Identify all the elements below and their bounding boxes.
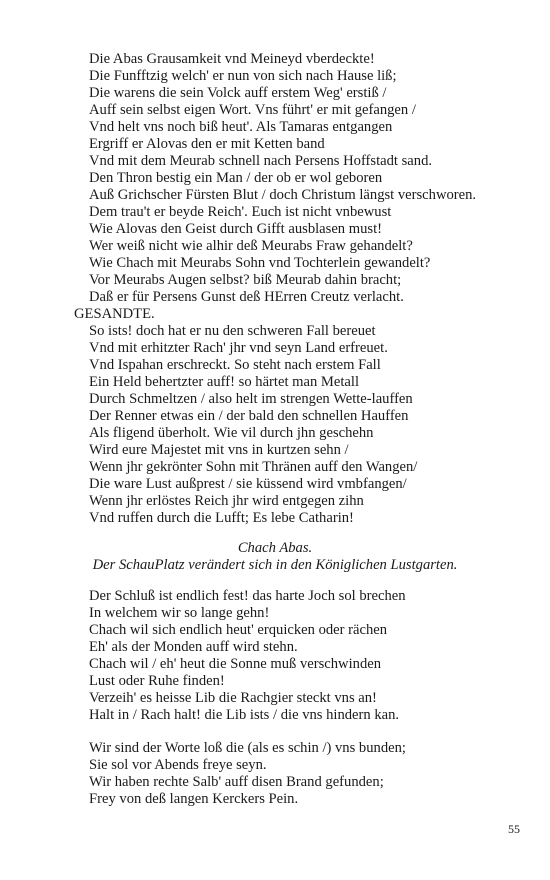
verse-line: Auff sein selbst eigen Wort. Vns führt' er mit gefangen / <box>89 102 416 118</box>
page-number: 55 <box>508 822 520 836</box>
speaker-name: Chach Abas. <box>237 540 313 556</box>
verse-line: Daß er für Persens Gunst deß HErren Creutz verlacht. <box>89 289 404 305</box>
verse-line: Halt in / Rach halt! die Lib ists / die vns hindern kan. <box>89 707 400 723</box>
verse-line: Ergriff er Alovas den er mit Ketten band <box>89 136 325 152</box>
verse-line: Wir haben rechte Salb' auff disen Brand gefunden; <box>89 774 384 790</box>
verse-line: Vnd mit dem Meurab schnell nach Persens Hoffstadt sand. <box>89 153 433 169</box>
verse-line: In welchem wir so lange gehn! <box>89 605 270 621</box>
verse-line: Frey von deß langen Kerckers Pein. <box>89 791 299 807</box>
verse-line: Chach wil / eh' heut die Sonne muß verschwinden <box>89 656 382 672</box>
verse-line: Die ware Lust außprest / sie küssend wird vmbfangen/ <box>89 476 407 492</box>
verse-line: Den Thron bestig ein Man / der ob er wol geboren <box>89 170 383 186</box>
verse-line: Vnd Ispahan erschreckt. So steht nach erstem Fall <box>89 357 381 373</box>
verse-line: Die warens die sein Volck auff erstem Weg' erstiß / <box>89 85 387 101</box>
verse-line: So ists! doch hat er nu den schweren Fall bereuet <box>89 323 376 339</box>
speaker-name: GESANDTE. <box>74 306 155 322</box>
verse-line: Wird eure Majestet mit vns in kurtzen sehn / <box>89 442 349 458</box>
verse-line: Wie Chach mit Meurabs Sohn vnd Tochterlein gewandelt? <box>89 255 431 271</box>
verse-line: Vnd mit erhitzter Rach' jhr vnd seyn Land erfreuet. <box>89 340 388 356</box>
verse-line: Wer weiß nicht wie alhir deß Meurabs Fraw gehandelt? <box>89 238 413 254</box>
verse-line: Vnd ruffen durch die Lufft; Es lebe Catharin! <box>89 510 354 526</box>
verse-line: Die Funfftzig welch' er nun von sich nach Hause liß; <box>89 68 397 84</box>
verse-line: Als fligend überholt. Wie vil durch jhn geschehn <box>89 425 374 441</box>
verse-line: Lust oder Ruhe finden! <box>89 673 225 689</box>
verse-line: Eh' als der Monden auff wird stehn. <box>89 639 298 655</box>
verse-line: Sie sol vor Abends freye seyn. <box>89 757 267 773</box>
verse-line: Vor Meurabs Augen selbst? biß Meurab dahin bracht; <box>89 272 402 288</box>
verse-line: Wir sind der Worte loß die (als es schin /) vns bunden; <box>89 740 406 756</box>
verse-line: Wie Alovas den Geist durch Gifft ausblasen must! <box>89 221 382 237</box>
verse-line: Auß Grichscher Fürsten Blut / doch Christum längst verschworen. <box>89 187 477 203</box>
verse-line: Dem trau't er beyde Reich'. Euch ist nicht vnbewust <box>89 204 392 220</box>
verse-line: Der Renner etwas ein / der bald den schnellen Hauffen <box>89 408 409 424</box>
stage-direction: Der SchauPlatz verändert sich in den Königlichen Lustgarten. <box>92 557 458 573</box>
verse-line: Wenn jhr gekrönter Sohn mit Thränen auff den Wangen/ <box>89 459 418 475</box>
verse-line: Verzeih' es heisse Lib die Rachgier steckt vns an! <box>89 690 377 706</box>
verse-line: Chach wil sich endlich heut' erquicken oder rächen <box>89 622 388 638</box>
verse-line: Der Schluß ist endlich fest! das harte Joch sol brechen <box>89 588 406 604</box>
verse-line: Durch Schmeltzen / also helt im strengen Wette-lauffen <box>89 391 413 407</box>
verse-line: Ein Held behertzter auff! so härtet man Metall <box>89 374 360 390</box>
verse-line: Die Abas Grausamkeit vnd Meineyd vberdeckte! <box>89 51 375 67</box>
verse-line: Vnd helt vns noch biß heut'. Als Tamaras entgangen <box>89 119 393 135</box>
verse-line: Wenn jhr erlöstes Reich jhr wird entgegen zihn <box>89 493 364 509</box>
